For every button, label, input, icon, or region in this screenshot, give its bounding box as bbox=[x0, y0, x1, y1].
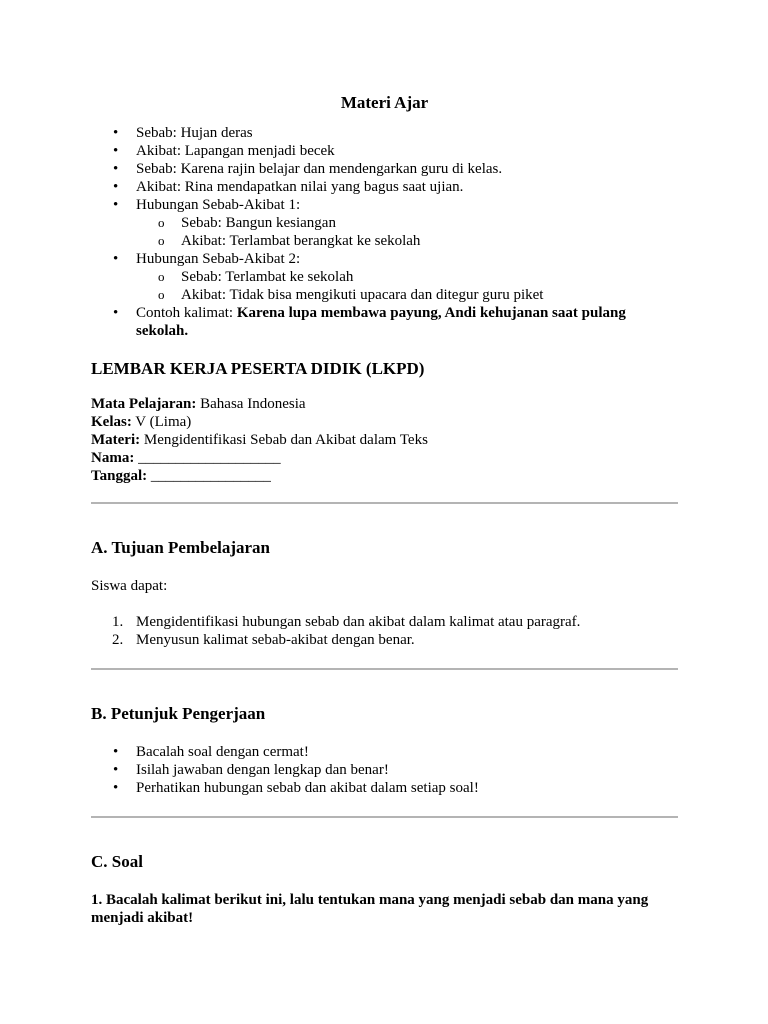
petunjuk-list bbox=[91, 743, 678, 797]
sublist bbox=[136, 268, 678, 304]
info-nama: Nama: ___________________ bbox=[91, 450, 281, 466]
materi-list bbox=[91, 124, 678, 340]
contoh-kalimat: Karena lupa membawa payung, Andi kehujanan saat pulang sekolah. bbox=[136, 305, 626, 339]
list-item: • Bacalah soal dengan cermat! bbox=[91, 743, 678, 761]
question-1: 1. Bacalah kalimat berikut ini, lalu tentukan mana yang menjadi sebab dan mana yang menjadi akibat! bbox=[91, 892, 649, 926]
section-c-heading: C. Soal bbox=[91, 852, 143, 871]
divider bbox=[91, 502, 678, 504]
list-item: • Akibat: Lapangan menjadi becek bbox=[91, 142, 678, 160]
list-item: • Perhatikan hubungan sebab dan akibat dalam setiap soal! bbox=[91, 779, 678, 797]
info-tanggal: Tanggal: ________________ bbox=[91, 468, 271, 484]
section-b-heading: B. Petunjuk Pengerjaan bbox=[91, 704, 266, 723]
info-mapel: Mata Pelajaran: Bahasa Indonesia bbox=[91, 396, 306, 412]
list-item: • Sebab: Hujan deras bbox=[91, 124, 678, 142]
info-kelas: Kelas: V (Lima) bbox=[91, 414, 192, 430]
list-item: • Isilah jawaban dengan lengkap dan benar! bbox=[91, 761, 678, 779]
list-item-contoh: • Contoh kalimat: Karena lupa membawa payung, Andi kehujanan saat pulang sekolah. bbox=[91, 304, 678, 340]
list-item: • Sebab: Karena rajin belajar dan mendengarkan guru di kelas. bbox=[91, 160, 678, 178]
lkpd-heading: LEMBAR KERJA PESERTA DIDIK (LKPD) bbox=[91, 359, 425, 378]
list-item-hubungan-1: • Hubungan Sebab-Akibat 1: o Sebab: Bangun kesiangan o Akibat: Terlambat berangkat ke sekolah bbox=[91, 196, 678, 250]
sublist bbox=[136, 214, 678, 250]
section-a-heading: A. Tujuan Pembelajaran bbox=[91, 538, 270, 557]
sublist-item: o Akibat: Terlambat berangkat ke sekolah bbox=[91, 232, 678, 250]
sublist-item: o Sebab: Terlambat ke sekolah bbox=[91, 268, 678, 286]
section-a-intro: Siswa dapat: bbox=[91, 578, 168, 594]
divider bbox=[91, 668, 678, 670]
list-item: 2. Menyusun kalimat sebab-akibat dengan benar. bbox=[112, 632, 415, 648]
info-block bbox=[91, 395, 678, 485]
sublist-item: o Akibat: Tidak bisa mengikuti upacara dan ditegur guru piket bbox=[91, 286, 678, 304]
sublist-item: o Sebab: Bangun kesiangan bbox=[91, 214, 678, 232]
document-title: Materi Ajar bbox=[340, 93, 429, 112]
info-materi: Materi: Mengidentifikasi Sebab dan Akibat dalam Teks bbox=[91, 432, 428, 448]
tujuan-list bbox=[91, 613, 678, 649]
list-item: 1. Mengidentifikasi hubungan sebab dan akibat dalam kalimat atau paragraf. bbox=[112, 614, 581, 630]
list-item: • Akibat: Rina mendapatkan nilai yang bagus saat ujian. bbox=[91, 178, 678, 196]
divider bbox=[91, 816, 678, 818]
list-item-hubungan-2: • Hubungan Sebab-Akibat 2: o Sebab: Terlambat ke sekolah o Akibat: Tidak bisa mengikuti upacara dan ditegur guru piket bbox=[91, 250, 678, 304]
